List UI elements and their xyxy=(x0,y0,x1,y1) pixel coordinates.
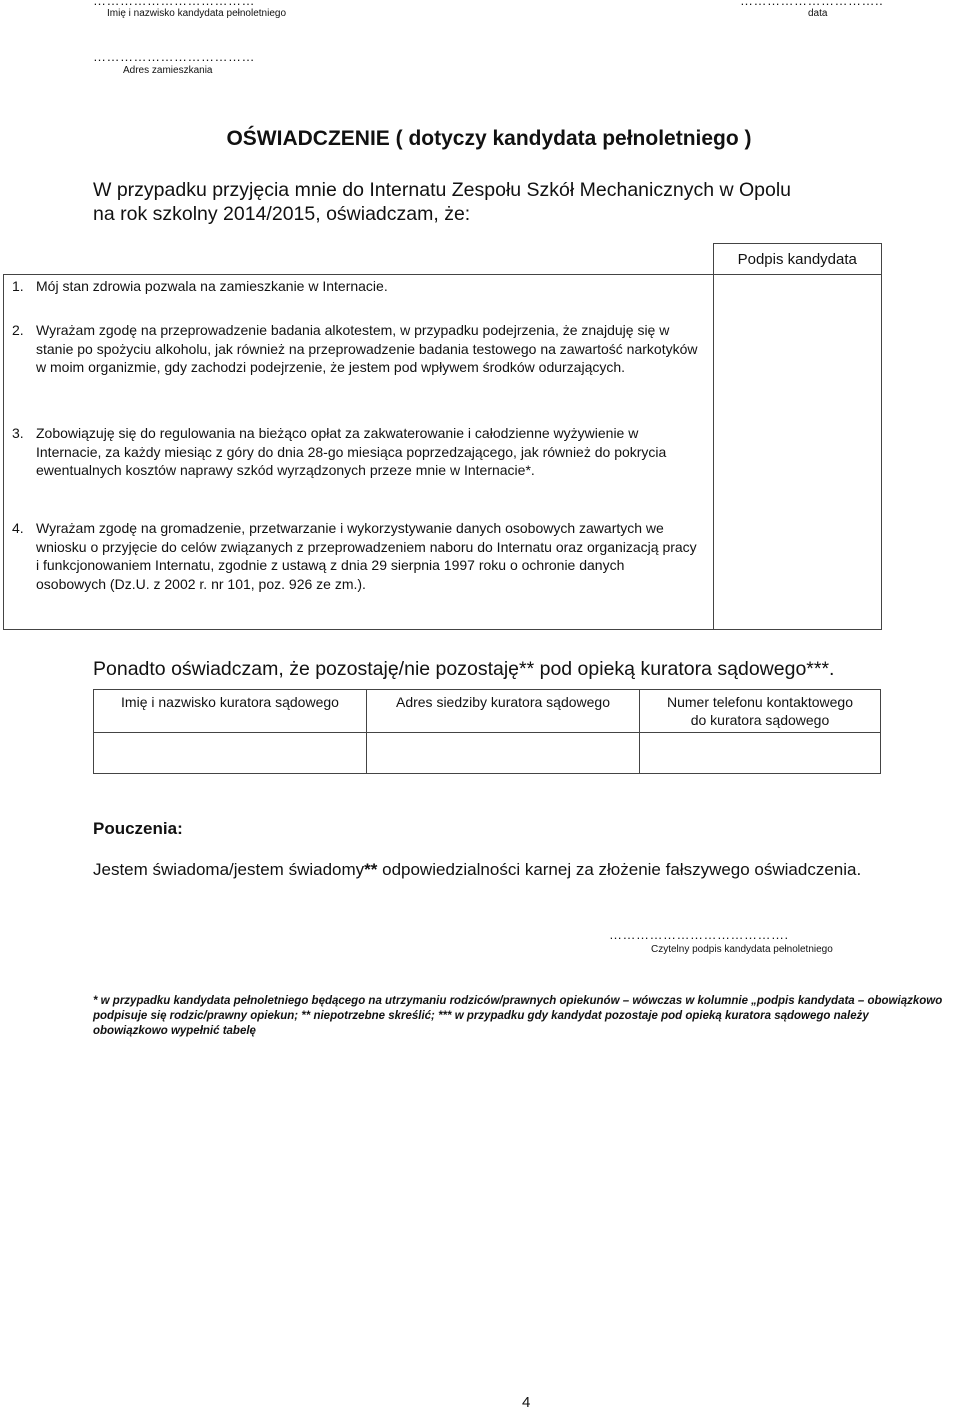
oath-text-start: Jestem świadoma/jestem świadomy xyxy=(93,860,365,879)
curator-phone-header xyxy=(640,690,881,733)
curator-phone-header-line-1: Numer telefonu kontaktowego xyxy=(667,694,853,710)
curator-table xyxy=(93,689,881,774)
address-dots: ……………………………… xyxy=(93,49,255,64)
signature-dots: …………………………………. xyxy=(609,927,789,942)
page-number: 4 xyxy=(522,1394,531,1411)
name-label: Imię i nazwisko kandydata pełnoletniego xyxy=(107,8,286,19)
declaration-text: Wyrażam zgodę na przeprowadzenie badania alkotestem, w przypadku podejrzenia, że znajduję się w stanie po spożyciu alkoholu, jak również na przeprowadzenie badania testowego na zawartość narkotyków w moim organizmie, gdy zachodzi podejrzenie, że jestem pod wpływem środków odurzających. xyxy=(36,322,698,375)
signature-label: Czytelny podpis kandydata pełnoletniego xyxy=(651,944,833,955)
date-label: data xyxy=(808,8,828,19)
footnote: * w przypadku kandydata pełnoletniego będącego na utrzymaniu rodziców/prawnych opiekunów – wówczas w kolumnie „podpis kandydata – obowiązkowo podpisuje się rodzic/prawny opiekun; ** niepotrzebne skreślić; *** w przypadku gdy kandydat pozostaje pod opieką kuratora sądowego należy obowiązkowo wypełnić tabelę xyxy=(93,995,943,1037)
oath-statement xyxy=(93,859,861,881)
declaration-number: 1. xyxy=(12,278,24,294)
date-dots: ………………………….. xyxy=(740,0,884,8)
curator-name-field[interactable] xyxy=(94,733,367,774)
declaration-item-3 xyxy=(4,424,713,504)
declaration-text: Zobowiązuję się do regulowania na bieżąco opłat za zakwaterowanie i całodzienne wyżywienie w Internacie, za każdy miesiąc z góry do dnia 28-go miesiąca poprzedzającego, jak również do pokrycia ewentualnych kosztów naprawy szkód wyrządzonych przeze mnie w Internacie*. xyxy=(36,425,667,478)
oath-text-end: odpowiedzialności karnej za złożenie fałszywego oświadczenia. xyxy=(377,860,862,879)
curator-name-header: Imię i nazwisko kuratora sądowego xyxy=(94,690,367,733)
oath-stars: ** xyxy=(364,860,378,879)
declaration-item-4 xyxy=(4,519,713,629)
declaration-number: 2. xyxy=(12,322,24,338)
curator-address-field[interactable] xyxy=(367,733,640,774)
instructions-title: Pouczenia: xyxy=(93,819,183,838)
declaration-number: 4. xyxy=(12,520,24,536)
declarations-header-blank xyxy=(4,244,714,275)
signature-cell[interactable] xyxy=(713,275,882,630)
curator-address-header: Adres siedziby kuratora sądowego xyxy=(367,690,640,733)
declaration-number: 3. xyxy=(12,425,24,441)
declaration-item-2 xyxy=(4,321,713,409)
curator-phone-field[interactable] xyxy=(640,733,881,774)
declarations-table xyxy=(3,243,882,630)
declaration-item-1 xyxy=(4,275,713,299)
curator-phone-header-line-2: do kuratora sądowego xyxy=(690,712,830,728)
intro-line-2: na rok szkolny 2014/2015, oświadczam, że: xyxy=(93,203,471,225)
address-label: Adres zamieszkania xyxy=(123,65,213,76)
document-title: OŚWIADCZENIE ( dotyczy kandydata pełnoletniego ) xyxy=(226,127,752,150)
intro xyxy=(93,178,791,226)
signature-header: Podpis kandydata xyxy=(713,244,882,275)
declarations-cell xyxy=(4,275,714,630)
curator-statement: Ponadto oświadczam, że pozostaję/nie pozostaję** pod opieką kuratora sądowego***. xyxy=(93,658,835,680)
declaration-text: Mój stan zdrowia pozwala na zamieszkanie w Internacie. xyxy=(36,278,388,294)
name-dots: ……………………………… xyxy=(93,0,255,8)
intro-line-1: W przypadku przyjęcia mnie do Internatu Zespołu Szkół Mechanicznych w Opolu xyxy=(93,179,791,201)
declaration-text: Wyrażam zgodę na gromadzenie, przetwarzanie i wykorzystywanie danych osobowych zawartych we wniosku o przyjęcie do celów związanych z przeprowadzeniem naboru do Internatu oraz organizacją pracy i funkcjonowaniem Internatu, zgodnie z ustawą z dnia 29 sierpnia 1997 roku o ochronie danych osobowych (Dz.U. z 2002 r. nr 101, poz. 926 ze zm.). xyxy=(36,520,697,592)
